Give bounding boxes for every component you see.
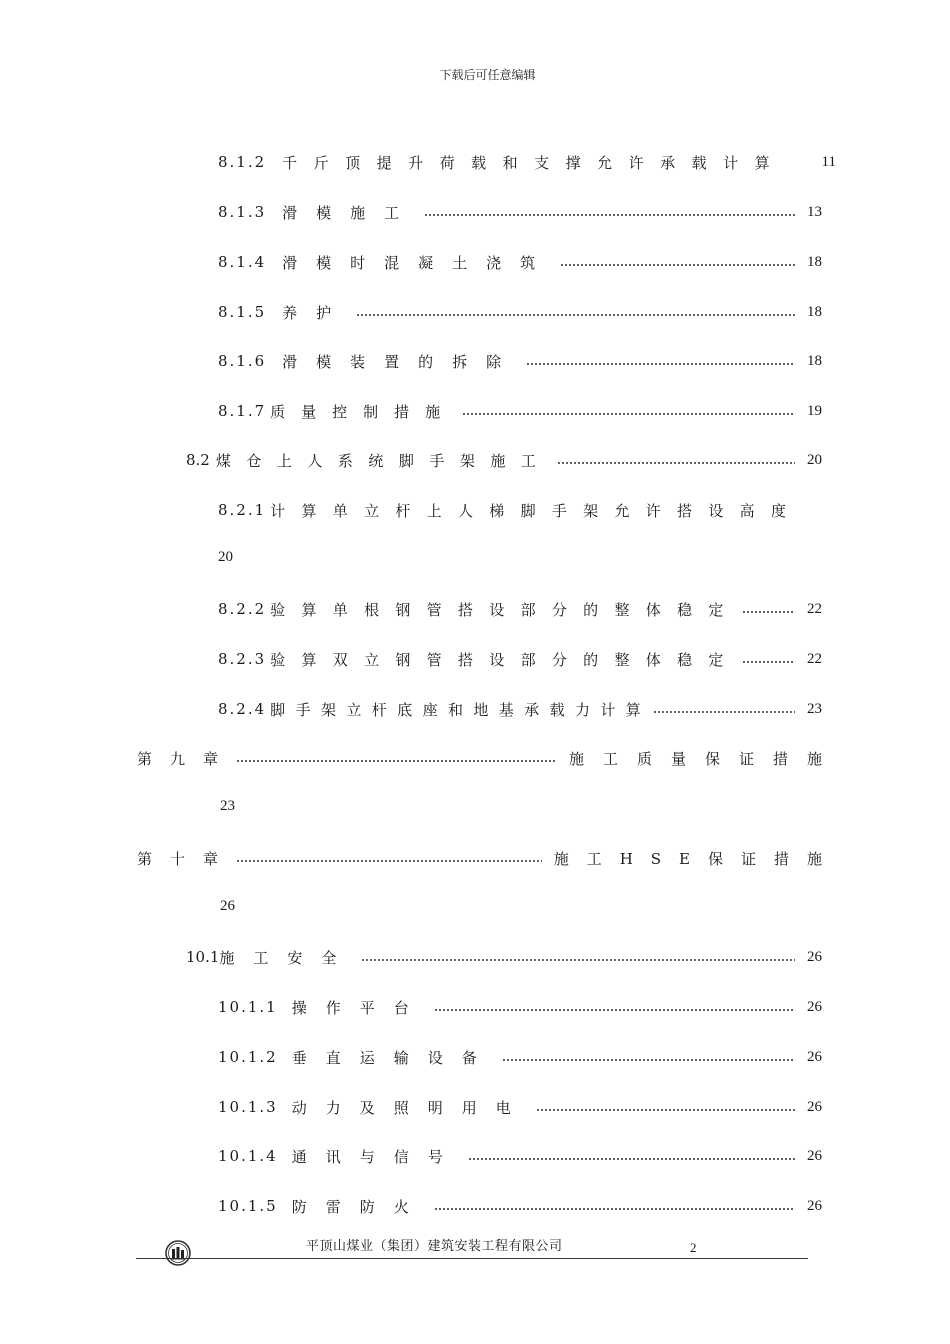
toc-entry-page: 26 <box>220 898 235 914</box>
toc-entry-page: 26 <box>807 948 822 965</box>
toc-entry-number: 10.1.4 <box>218 1147 278 1165</box>
toc-entry-page: 22 <box>807 600 822 617</box>
toc-entry-page: 26 <box>807 1048 822 1065</box>
toc-entry-page: 18 <box>807 253 822 270</box>
toc-entry[interactable] <box>218 647 822 671</box>
toc-entry-title: 滑模施工 <box>282 203 419 222</box>
toc-entry-title: 垂直运输设备 <box>291 1048 496 1067</box>
toc-leader-dots <box>502 1058 795 1062</box>
toc-leader-dots <box>434 1207 795 1211</box>
toc-entry[interactable] <box>186 945 822 969</box>
toc-leader-dots <box>361 958 795 962</box>
toc-entry[interactable] <box>218 995 822 1019</box>
toc-entry-number: 10.1.5 <box>218 1197 278 1215</box>
toc-entry[interactable] <box>218 150 836 174</box>
toc-entry[interactable] <box>218 1194 822 1218</box>
toc-entry-title: 防雷防火 <box>291 1197 428 1216</box>
footer-divider <box>136 1258 808 1259</box>
toc-leader-dots <box>560 263 795 267</box>
toc-entry-number: 8.1.3 <box>218 203 267 221</box>
toc-leader-dots <box>526 362 795 366</box>
toc-entry[interactable] <box>218 498 822 522</box>
toc-entry-number: 8.1.7 <box>218 402 267 420</box>
toc-entry-page: 20 <box>807 451 822 468</box>
toc-entry-number: 10.1.3 <box>218 1098 278 1116</box>
toc-entry-title: 滑模装置的拆除 <box>282 352 521 371</box>
toc-entry[interactable] <box>218 697 822 721</box>
toc-leader-dots <box>462 412 795 416</box>
toc-leader-dots <box>236 759 557 763</box>
toc-leader-dots <box>236 859 542 863</box>
toc-entry-title: 煤仓上人系统脚手架施工 <box>215 451 552 470</box>
footer-company-name: 平顶山煤业（集团）建筑安装工程有限公司 <box>306 1239 563 1254</box>
toc-leader-dots <box>557 461 795 465</box>
toc-entry[interactable] <box>218 1045 822 1069</box>
toc-entry-title: 千斤顶提升荷载和支撑允许承载计算 <box>282 153 787 172</box>
toc-entry-title: 脚手架立杆底座和地基承载力计算 <box>270 700 652 719</box>
toc-entry-title: 滑模时混凝土浇筑 <box>282 253 555 272</box>
toc-leader-dots <box>742 660 795 664</box>
toc-entry[interactable] <box>218 250 822 274</box>
toc-entry-number: 8.2 <box>186 451 210 469</box>
toc-entry-title: 计算单立杆上人梯脚手架允许搭设高度 <box>270 501 803 520</box>
toc-leader-dots <box>536 1108 795 1112</box>
toc-leader-dots <box>424 213 795 217</box>
toc-entry[interactable] <box>186 448 822 472</box>
toc-entry-number: 10.1.2 <box>218 1048 278 1066</box>
toc-entry-page: 18 <box>807 352 822 369</box>
toc-entry[interactable] <box>218 597 822 621</box>
toc-entry-number: 8.2.1 <box>218 501 267 519</box>
toc-leader-dots <box>356 313 795 317</box>
toc-leader-dots <box>742 610 795 614</box>
toc-entry-page: 13 <box>807 203 822 220</box>
toc-entry-number: 第九章 <box>137 749 237 768</box>
toc-entry[interactable] <box>218 200 822 224</box>
toc-entry-page: 26 <box>807 1098 822 1115</box>
footer-page-number: 2 <box>690 1240 697 1255</box>
toc-entry[interactable] <box>218 1095 822 1119</box>
toc-entry[interactable] <box>218 399 822 423</box>
toc-chapter-entry[interactable] <box>137 846 840 870</box>
toc-entry-title: 施工HSE保证措施 <box>553 849 840 868</box>
toc-entry[interactable] <box>218 1144 822 1168</box>
toc-entry-page: 22 <box>807 650 822 667</box>
toc-leader-dots <box>434 1008 795 1012</box>
toc-chapter-entry[interactable] <box>137 746 841 770</box>
toc-entry-title: 通讯与信号 <box>291 1147 462 1166</box>
toc-entry-title: 养护 <box>282 303 351 322</box>
toc-entry-number: 10.1 <box>186 948 220 966</box>
toc-entry[interactable] <box>218 349 822 373</box>
toc-entry-number: 8.1.4 <box>218 253 267 271</box>
toc-entry-title: 质量控制措施 <box>270 402 457 421</box>
toc-entry-number: 8.1.2 <box>218 153 267 171</box>
toc-entry-title: 验算双立钢管搭设部分的整体稳定 <box>270 650 740 669</box>
toc-entry-title: 施工安全 <box>219 948 356 967</box>
toc-entry[interactable] <box>218 300 822 324</box>
toc-entry-title: 施工质量保证措施 <box>568 749 841 768</box>
toc-entry-page: 23 <box>807 700 822 717</box>
toc-entry-number: 8.1.6 <box>218 352 267 370</box>
toc-entry-number: 8.2.4 <box>218 700 267 718</box>
toc-entry-page: 26 <box>807 1147 822 1164</box>
toc-entry-number: 8.1.5 <box>218 303 267 321</box>
toc-leader-dots <box>468 1157 795 1161</box>
toc-entry-page: 18 <box>807 303 822 320</box>
toc-entry-page: 19 <box>807 402 822 419</box>
toc-entry-title: 验算单根钢管搭设部分的整体稳定 <box>270 600 740 619</box>
toc-entry-title: 操作平台 <box>291 998 428 1017</box>
toc-entry-page: 26 <box>807 1197 822 1214</box>
toc-entry-number: 第十章 <box>137 849 237 868</box>
toc-entry-page: 11 <box>821 153 836 170</box>
toc-entry-title: 动力及照明用电 <box>291 1098 530 1117</box>
header-note: 下载后可任意编辑 <box>439 68 536 82</box>
toc-entry-number: 8.2.2 <box>218 600 267 618</box>
toc-leader-dots <box>653 710 795 714</box>
company-logo-icon <box>165 1240 191 1266</box>
toc-entry-page: 26 <box>807 998 822 1015</box>
toc-entry-number: 10.1.1 <box>218 998 278 1016</box>
toc-entry-number: 8.2.3 <box>218 650 267 668</box>
toc-entry-page: 23 <box>220 798 235 814</box>
toc-entry-page: 20 <box>218 549 233 565</box>
